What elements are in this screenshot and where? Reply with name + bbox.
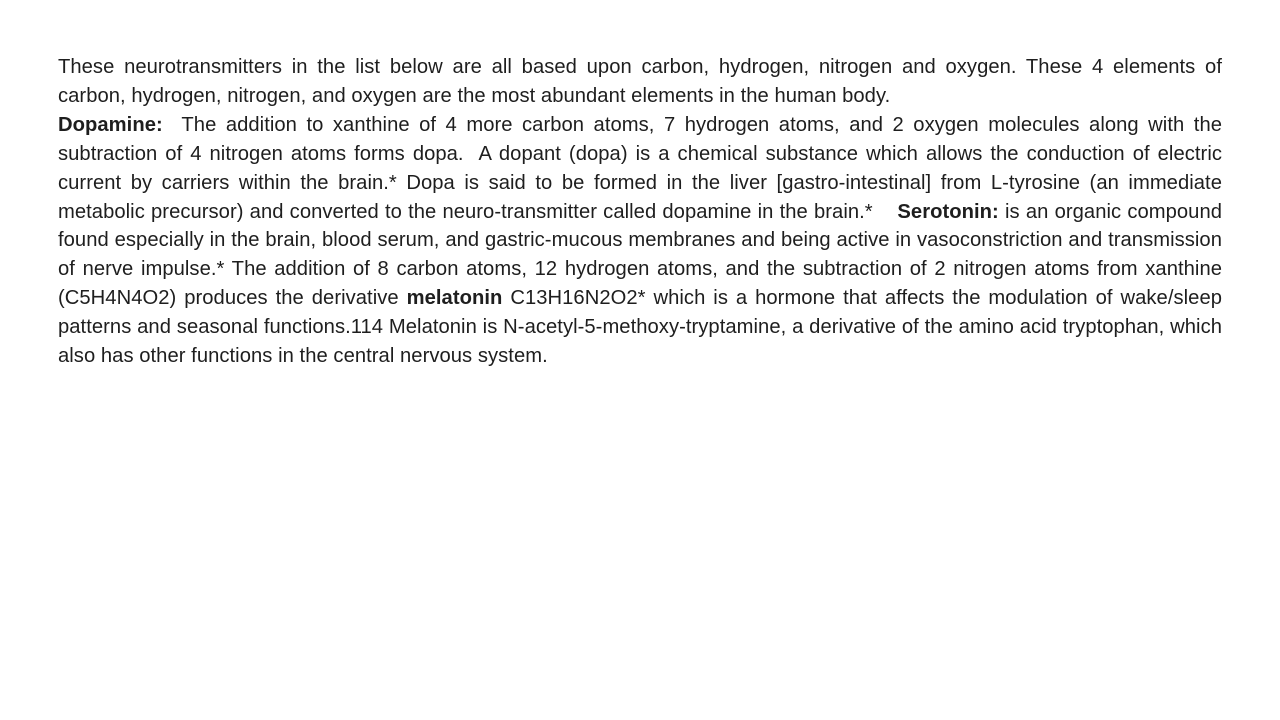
serotonin-term: Serotonin:: [897, 200, 999, 223]
melatonin-description: C13H16N2O2* which is a hormone that affects the modulation of wake/sleep patterns and seasonal functions.114 Melatonin is N-acetyl-5-methoxy-tryptamine, a derivative of the amino acid tryptophan, which also has other functions in the central nervous system.: [58, 287, 1222, 368]
melatonin-term: melatonin: [406, 287, 503, 310]
dopamine-description: The addition to xanthine of 4 more carbon atoms, 7 hydrogen atoms, and 2 oxygen molecules along with the subtraction of 4 nitrogen atoms forms dopa. A dopant (dopa) is a chemical substance which allows the conduction of electric current by carriers within the brain.* Dopa is said to be formed in the liver [gastro-intestinal] from L-tyrosine (an immediate metabolic precursor) and converted to the neuro-transmitter called dopamine in the brain.*: [58, 113, 1228, 223]
intro-paragraph: These neurotransmitters in the list below are all based upon carbon, hydrogen, nitrogen and oxygen. These 4 elements of carbon, hydrogen, nitrogen, and oxygen are the most abundant elements in the human body.: [58, 56, 1222, 107]
body-text: [58, 53, 1228, 371]
neurotransmitter-paragraph: [58, 111, 1228, 371]
dopamine-term: Dopamine:: [58, 113, 163, 136]
serotonin-description: is an organic compound found especially in the brain, blood serum, and gastric-mucous membranes and being active in vasoconstriction and transmission of nerve impulse.* The addition of 8 carbon atoms, 12 hydrogen atoms, and the subtraction of 2 nitrogen atoms from xanthine (C5H4N4O2) produces the derivative: [58, 200, 1222, 310]
